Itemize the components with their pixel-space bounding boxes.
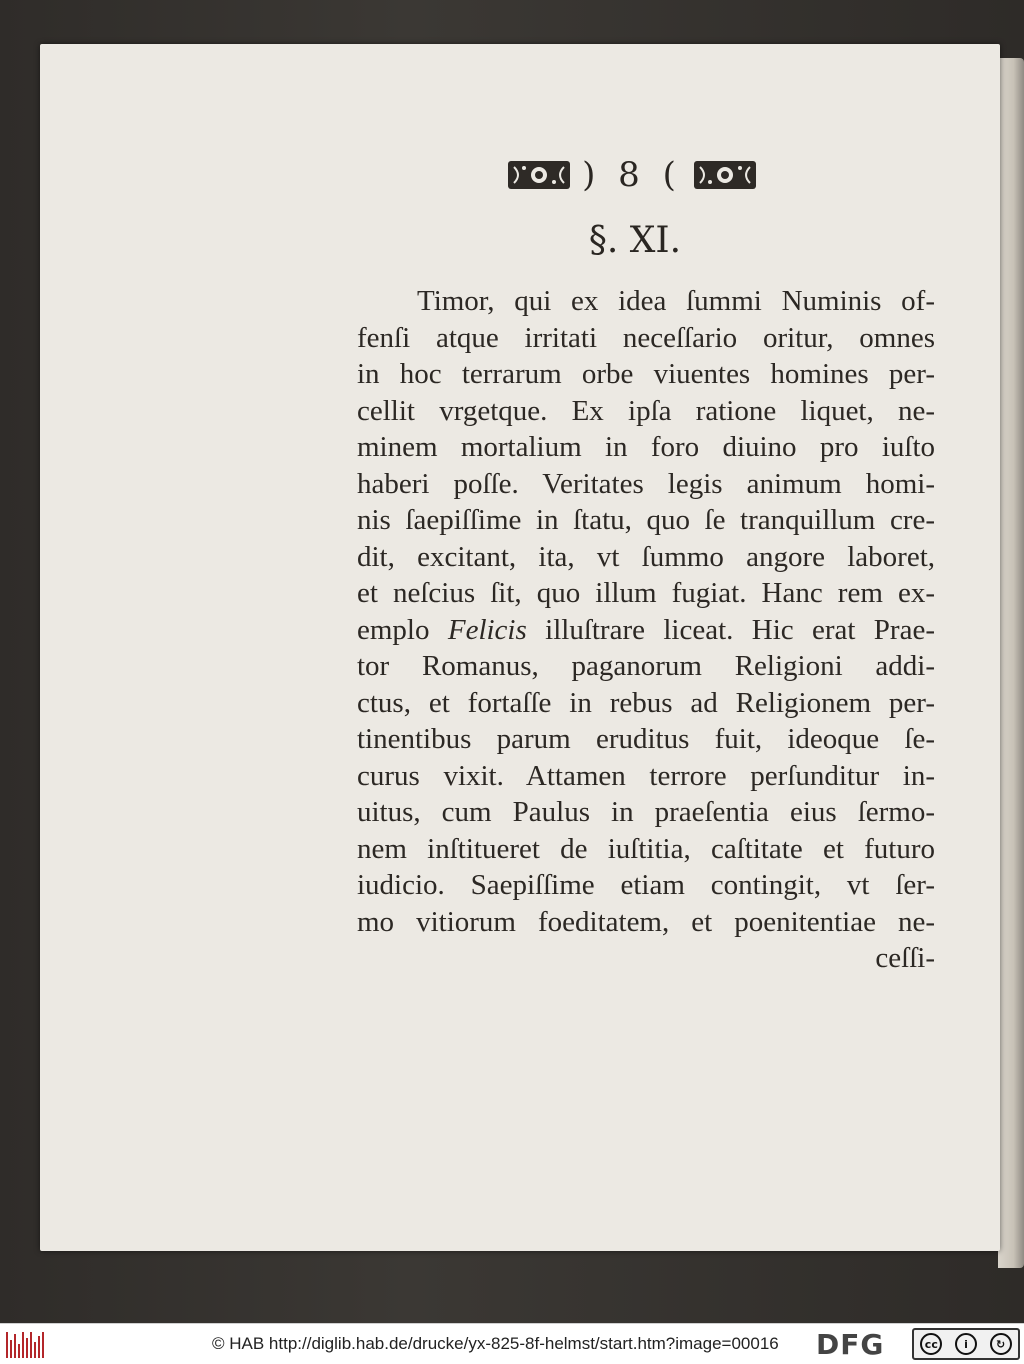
footer-bar bbox=[0, 1323, 1024, 1364]
text-line: nis ſaepiſſime in ſtatu, quo ſe tranquillum cre- bbox=[357, 504, 935, 536]
text-line: fenſi atque irritati neceſſario oritur, omnes bbox=[357, 321, 935, 354]
dfg-logo[interactable]: DFG bbox=[816, 1328, 885, 1361]
text-line: iudicio. Saepiſſime etiam contingit, vt ſer- bbox=[357, 869, 935, 901]
cc-label bbox=[914, 1344, 915, 1345]
by-icon: i bbox=[955, 1333, 977, 1355]
text-line: nem inſtitueret de iuſtitia, caſtitate et futuro bbox=[357, 832, 935, 865]
catchword: ceſſi- bbox=[875, 942, 935, 974]
text-line: minem mortalium in foro diuino pro iuſto bbox=[357, 431, 935, 463]
cc-icon[interactable] bbox=[912, 1328, 1020, 1360]
felicis-before: emplo bbox=[357, 613, 448, 646]
text-line: haberi poſſe. Veritates legis animum homi- bbox=[357, 467, 935, 500]
copyright-link[interactable]: © HAB http://diglib.hab.de/drucke/yx-825-8f-helmst/start.htm?image=00016 bbox=[212, 1334, 779, 1353]
page-edge bbox=[998, 58, 1024, 1268]
text-line: ctus, et fortaſſe in rebus ad Religionem per- bbox=[357, 686, 935, 719]
text-line: Timor, qui ex idea ſummi Numinis of- bbox=[417, 285, 935, 317]
text-line: dit, excitant, ita, vt ſummo angore laboret, bbox=[357, 540, 935, 573]
ornament-right-icon bbox=[692, 157, 758, 193]
text-line: curus vixit. Attamen terrore perſunditur in- bbox=[357, 759, 935, 792]
text-line-felicis bbox=[357, 612, 935, 649]
felicis-name: Felicis bbox=[447, 613, 527, 646]
barcode-icon bbox=[6, 1332, 46, 1358]
ornament-left-icon bbox=[506, 157, 572, 193]
section-title: §. XI. bbox=[588, 220, 682, 261]
text-line: tor Romanus, paganorum Religioni addi- bbox=[357, 650, 935, 682]
text-line: uitus, cum Paulus in praeſentia eius ſermo- bbox=[357, 796, 935, 828]
sa-icon: ↻ bbox=[990, 1333, 1012, 1355]
page-header bbox=[502, 150, 762, 200]
text-line: mo vitiorum foeditatem, et poenitentiae ne- bbox=[357, 905, 935, 938]
text-line: cellit vrgetque. Ex ipſa ratione liquet, ne- bbox=[357, 394, 935, 427]
felicis-after: illuſtrare liceat. Hic erat Prae- bbox=[526, 613, 935, 646]
text-line: in hoc terrarum orbe viuentes homines per- bbox=[357, 358, 935, 390]
text-line: tinentibus parum eruditus fuit, ideoque ſe- bbox=[357, 723, 935, 755]
cc-circle-icon: cc bbox=[920, 1333, 942, 1355]
body-text bbox=[357, 283, 935, 977]
page-number: ) 8 ( bbox=[582, 155, 682, 195]
text-line: et neſcius ſit, quo illum fugiat. Hanc rem ex- bbox=[357, 577, 935, 609]
